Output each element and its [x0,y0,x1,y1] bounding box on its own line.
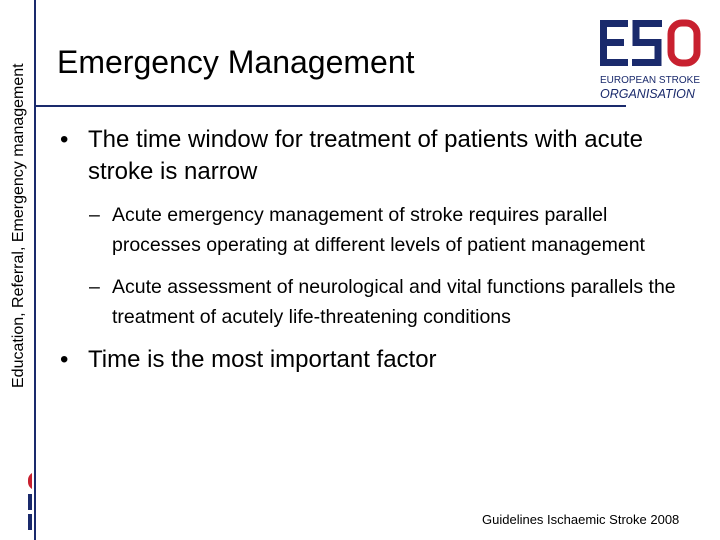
dash-icon: – [89,276,100,298]
sub-bullet-item [60,200,692,260]
bullet-item [60,344,688,376]
bullet-dot-icon: • [60,346,69,373]
bullet-list [60,124,690,376]
eso-logo-graphic [596,12,708,104]
bullet-text: Time is the most important factor [88,346,437,373]
sidebar-vertical-text: Education, Referral, Emergency management [10,63,27,389]
slide-title: Emergency Management [57,44,415,80]
bullet-dot-icon: • [60,126,69,153]
sub-bullet-text: Acute assessment of neurological and vital functions parallels the treatment of acutely life-threatening conditions [112,276,676,328]
sub-bullet-item [60,272,702,332]
eso-logo [596,12,708,104]
dash-icon: – [89,204,100,226]
sub-bullet-text: Acute emergency management of stroke requires parallel processes operating at different levels of patient management [112,204,645,256]
logo-line1: EUROPEAN STROKE [600,75,701,86]
sidebar-divider [34,0,36,540]
title-underline [36,105,626,107]
footer-text: Guidelines Ischaemic Stroke 2008 [482,512,680,527]
bullet-item [60,124,688,188]
sidebar-eso-logo [2,468,32,532]
bullet-text: The time window for treatment of patients with acute stroke is narrow [88,126,643,185]
logo-line2: ORGANISATION [600,87,695,101]
